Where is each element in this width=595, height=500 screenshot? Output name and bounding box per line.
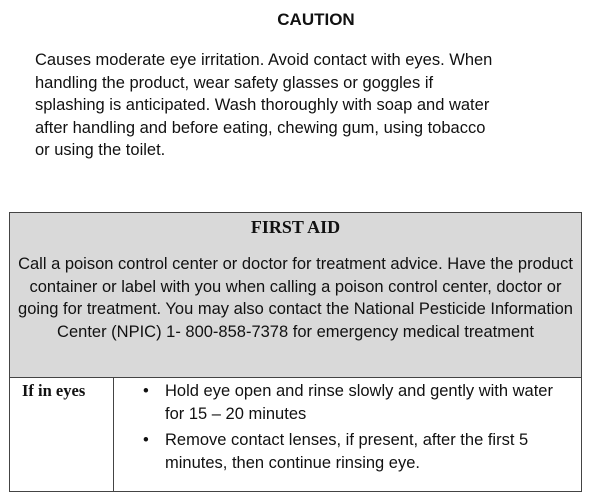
instruction-item [114, 429, 582, 474]
bullet-icon: • [143, 431, 149, 450]
first-aid-title: FIRST AID [250, 217, 341, 237]
first-aid-intro: Call a poison control center or doctor for treatment advice. Have the product container or label with you when calling a poison control center, doctor or going for treatment. You may also contact the National Pesticide Information Center (NPIC) 1- 800-858-7378 for emergency medical treatment [18, 255, 573, 342]
instruction-text: Hold eye open and rinse slowly and gently with water for 15 – 20 minutes [165, 382, 553, 423]
bullet-icon: • [143, 382, 149, 400]
instruction-text: Remove contact lenses, if present, after the first 5 minutes, then continue rinsing eye. [165, 431, 529, 473]
first-aid-box [9, 212, 582, 492]
caution-title: CAUTION [277, 10, 355, 29]
caution-statement: Causes moderate eye irritation. Avoid contact with eyes. When handling the product, wear safety glasses or goggles if splashing is anticipated. Wash thoroughly with soap and water after handling and before eating, chewing gum, using tobacco or using the toilet. [35, 51, 493, 159]
row-label-cell [10, 378, 114, 492]
row-label-if-in-eyes: If in eyes [22, 381, 86, 400]
first-aid-header [10, 213, 581, 378]
eye-instructions-list [114, 378, 582, 492]
instruction-item [114, 380, 582, 425]
